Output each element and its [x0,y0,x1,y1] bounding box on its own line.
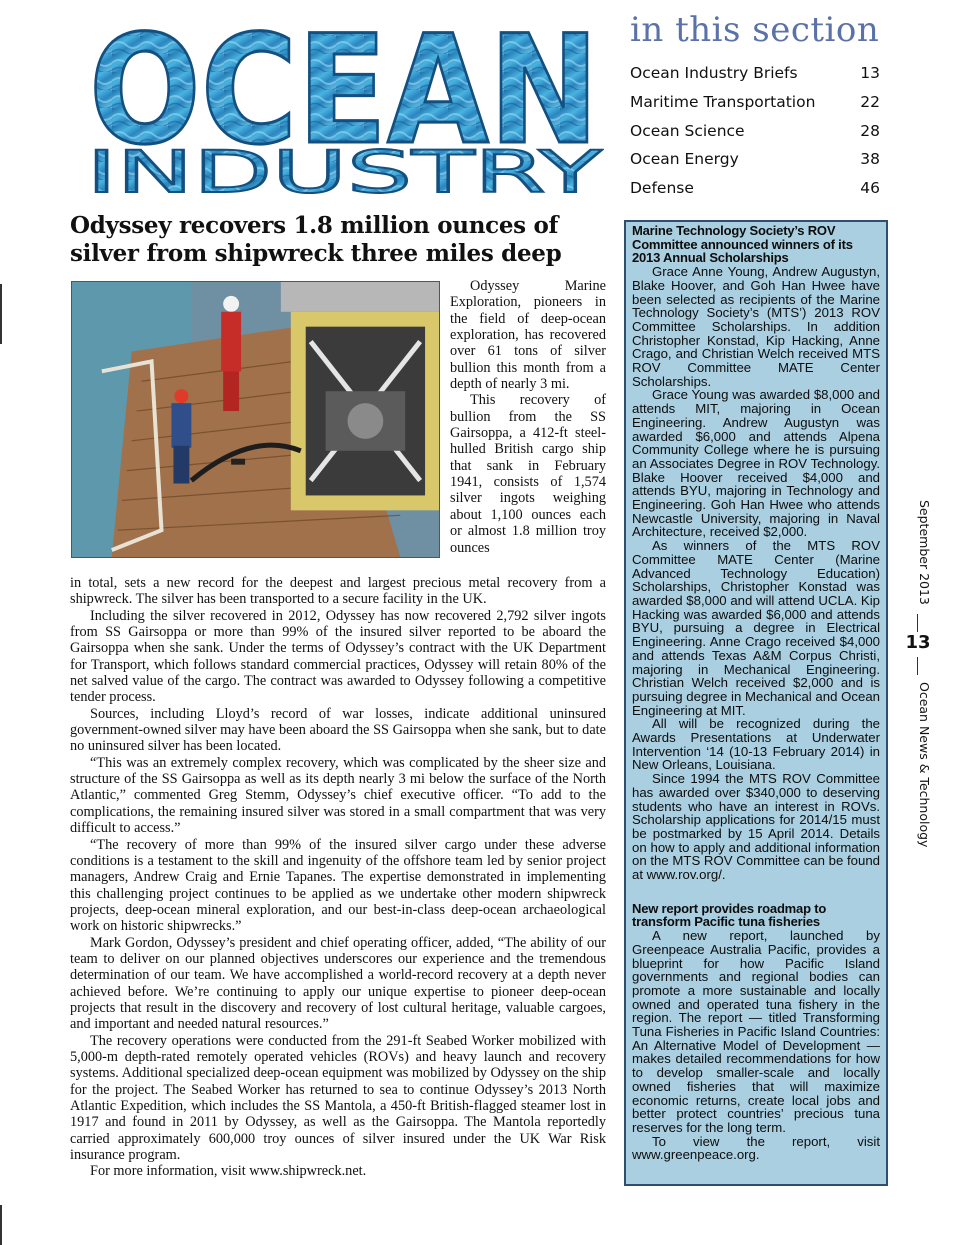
brief-separator [632,882,880,902]
article-paragraph: The recovery operations were conducted from the 291-ft Seabed Worker mobilized with 5,000-m depth-rated remotely operated vehicles (ROVs) and heavy launch and recovery systems. Additional specialized deep-ocean equipment was mobilized by Odyssey on the ship for the project. The Seabed Worker has returned to sea to continue Odyssey’s 2013 North Atlantic Expedition, which includes the SS Mantola, a 450-ft British-flagged steamer lost in 1917 and found in 2011 by Odyssey, as well as the Gairsoppa. The Mantola reportedly carried approximately 600,000 troy ounces of silver insured under the UK War Risk insurance program. [70,1032,607,1164]
article-paragraph: “This was an extremely complex recovery, which was complicated by the sheer size and structure of the SS Gairsoppa as well as its depth nearly 3 mi below the surface of the North Atlantic,” commented Greg Stemm, Odyssey’s chief executive officer. “To add to the complications, the remaining insured silver was stored in a small compartment that was very difficult to access.” [70,754,606,837]
toc-item-page: 28 [860,121,880,140]
toc-item-label: Ocean Industry Briefs [630,64,798,82]
brief-paragraph: Since 1994 the MTS ROV Committee has awarded over $340,000 to deserving students who have an interest in ROVs. Scholarship applications for 2014/15 must be postmarked by 15 April 2014. Details on how to apply and additional information on the MTS ROV Committee can be found at www.rov.org/. [632,771,880,883]
folio-magazine-text: Ocean News & Technology [917,682,932,848]
toc-item[interactable] [630,122,880,151]
toc-item-label: Defense [630,179,694,198]
article-headline: Odyssey recovers 1.8 million ounces of silver from shipwreck three miles deep [70,212,562,267]
section-contents [630,64,880,208]
crop-mark [0,284,2,344]
article-paragraph: Including the silver recovered in 2012, Odyssey has now recovered 2,792 silver ingots from SS Gairsoppa or more than 99% of the insured silver reported to be aboard the Gairsoppa when she sank. Under the terms of Odyssey’s contract with the UK Department for Transport, which follows standard commercial practices, Odyssey will retain 80% of the net salved value of the cargo. The contract was awarded to Odyssey following a competitive tender process. [70,607,606,706]
brief-paragraph: Grace Young was awarded $8,000 and attends MIT, majoring in Ocean Engineering. Andrew Augustyn was awarded $6,000 and attends Alpena Community College where he is pursuing an Associates Degree in ROV Technology. Blake Hoover received $4,000 and attends BYU, majoring in Technology and Engineering. Goh Han Hwee who attends Newcastle University, majoring in Naval Architecture, received $2,000. [632,387,880,540]
folio-date-text: September 2013 [917,500,932,605]
toc-item-page: 46 [860,179,880,198]
brief-paragraph: As winners of the MTS ROV Committee MATE Center (Marine Advanced Technology Education) Scholarships, Christopher Konstad was awarded $8,000 and will attend UCLA. Kip Hacking was awarded $6,000 and attends BYU, pursuing a degree in Electrical Engineering. Anne Crago received $4,000 and attends Texas A&M Corpus Christi, majoring in Mechanical Engineering. Christian Welch received $2,000 and is pursuing degree in Mechanical and Ocean Engineering at MIT. [632,538,880,718]
brief-headline: Marine Technology Society’s ROV Committee announced winners of its 2013 Annual Scholarships [632,223,853,266]
article-paragraph: Odyssey Marine Exploration, pioneers in the field of deep-ocean exploration, has recovered over 61 tons of silver bullion this month from a depth of nearly 3 mi. [450,278,606,393]
masthead-logo [84,18,604,196]
toc-item[interactable] [630,150,880,179]
brief-paragraph: To view the report, visit www.greenpeace.org. [632,1133,880,1163]
page-number: 13 [905,632,931,653]
toc-item-page: 38 [860,150,880,169]
toc-item-label: Ocean Energy [630,150,739,169]
article-photo [71,281,440,558]
article-paragraph: This recovery of bullion from the SS Gairsoppa, a 412-ft steel-hulled British cargo ship that sank in February 1941, consists of 1,574 silver ingots weighing about 1,100 ounces each or almost 1.8 million troy ounces [450,392,606,556]
article-body [70,575,606,1180]
briefs-sidebar [624,220,888,1186]
brief-headline: New report provides roadmap to transform Pacific tuna fisheries [632,900,827,930]
article-paragraph: Mark Gordon, Odyssey’s president and chief operating officer, added, “The ability of our team to deliver on our planned objectives underscores our experience and the tremendous determination of our team. We have accomplished a world-record recovery at a depth never achieved before. We’re continuing to apply our unique expertise to pioneer deep-ocean projects that result in the discovery and recovery of lost cultural heritage, valuable cargoes, and important and needed natural resources.” [70,934,606,1033]
folio-magazine [918,682,932,852]
toc-item[interactable] [630,179,880,208]
toc-item-page: 13 [860,64,880,82]
article-intro-column [450,278,606,556]
brief-paragraph: All will be recognized during the Awards Presentations at Underwater Intervention ‘14 (10-13 February 2014) in New Orleans, Louisiana. [632,716,880,773]
brief-paragraph: A new report, launched by Greenpeace Australia Pacific, provides a blueprint for how Pacific Island governments and regional bodies can promote a more sustainable and locally owned and operated tuna fishery in the region. The report — titled Transforming Tuna Fisheries in Pacific Island Countries: An Alternative Model of Development — makes detailed recommendations for how to develop smaller-scale and locally owned fisheries that will maximize economic returns, create local jobs and better protect countries’ precious tuna reserves for the long term. [632,928,880,1135]
toc-item[interactable] [630,64,880,93]
article-link-paragraph[interactable]: For more information, visit www.shipwreck.net. [90,1163,367,1180]
toc-item[interactable] [630,93,880,122]
toc-item-page: 22 [860,92,880,111]
toc-item-label: Maritime Transportation [630,92,816,111]
masthead-industry-word: INDUSTRY [86,138,603,196]
masthead-ocean-word: OCEAN [89,18,599,178]
brief-paragraph: Grace Anne Young, Andrew Augustyn, Blake Hoover, and Goh Han Hwee have been selected as recipients of the Marine Technology Society’s (MTS’) 2013 ROV Committee Scholarships. In addition Christopher Konstad, Kip Hacking, Anne Crago, and Christian Welch received MTS ROV Committee MATE Center Scholarships. [632,264,880,389]
crop-mark [0,1205,2,1245]
toc-item-label: Ocean Science [630,121,745,140]
article-paragraph: Sources, including Lloyd’s record of war losses, indicate additional uninsured government-owned silver may have been aboard the SS Gairsoppa when she sank, but to date no uninsured silver has been located. [70,705,606,755]
rov-deck-photo [72,282,439,557]
folio-divider [917,614,918,632]
folio-divider [917,657,918,675]
article-paragraph: “The recovery of more than 99% of the insured silver cargo under these adverse conditions is a testament to the skill and ingenuity of the offshore team led by senior project managers, Andrew Craig and Ernie Tapanes. The expertise demonstrated in implementing this challenging project continues to be applied as we undertake other modern shipwreck projects, deep-ocean mineral exploration, and our best-in-class deep-ocean archaeological work on historic shipwrecks.” [70,836,606,935]
folio-date [918,500,932,610]
masthead-graphic [84,18,604,196]
toc-title: in this section [630,10,880,50]
article-paragraph: in total, sets a new record for the deepest and largest precious metal recovery from a shipwreck. The silver has been transported to a secure facility in the UK. [70,575,606,608]
